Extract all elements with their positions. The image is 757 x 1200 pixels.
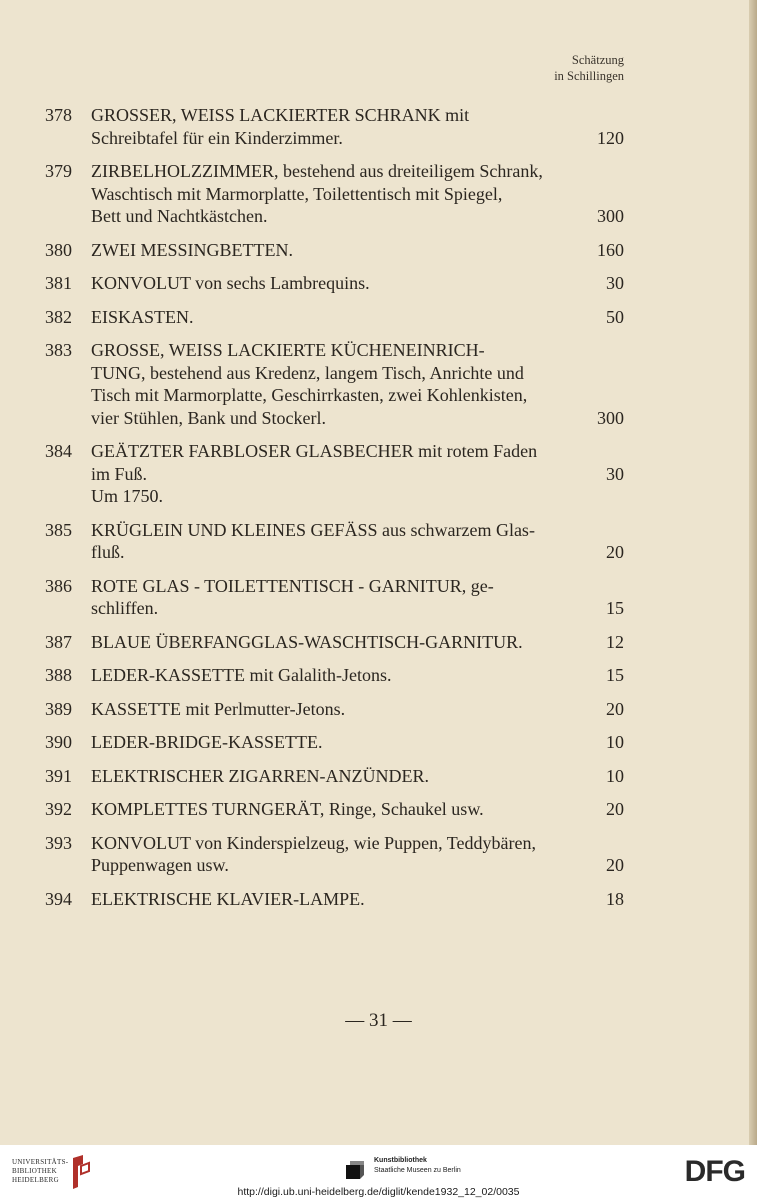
- lot-entry: [40, 798, 625, 821]
- lot-description-line: KONVOLUT von sechs Lambrequins.: [91, 273, 370, 293]
- lot-price: 18: [606, 888, 624, 909]
- lot-description: [91, 160, 576, 228]
- lot-description: [91, 519, 576, 564]
- lot-description-line: KOMPLETTES TURNGERÄT, Ringe, Schaukel usw.: [91, 799, 484, 819]
- price-column-header: [474, 52, 624, 84]
- lot-price: 15: [606, 665, 624, 685]
- lot-price: 20: [606, 698, 624, 719]
- lot-description: [91, 339, 576, 429]
- source-url[interactable]: http://digi.ub.uni-heidelberg.de/diglit/kende1932_12_02/0035: [237, 1186, 520, 1198]
- kunstbibliothek-subtitle: Staatliche Museen zu Berlin: [374, 1167, 461, 1174]
- lot-entry: [40, 631, 625, 654]
- lot-description-line: KONVOLUT von Kinderspielzeug, wie Puppen, Teddybären,: [91, 832, 536, 853]
- lot-entry: [40, 104, 625, 149]
- lot-number: 391: [45, 765, 72, 786]
- lot-number: 382: [45, 306, 72, 327]
- lot-description: [91, 575, 576, 620]
- lot-description-line: BLAUE ÜBERFANGGLAS-WASCHTISCH-GARNITUR.: [91, 631, 523, 652]
- university-line-2: BIBLIOTHEK: [12, 1167, 57, 1175]
- lot-entry: [40, 832, 625, 877]
- lot-description-line: schliffen.: [91, 598, 159, 618]
- lot-description-line: Waschtisch mit Marmorplatte, Toilettentisch mit Spiegel,: [91, 183, 503, 204]
- lot-price: 12: [606, 631, 624, 652]
- lot-description-line: ELEKTRISCHE KLAVIER-LAMPE.: [91, 888, 365, 909]
- lot-description-line: fluß.: [91, 542, 125, 562]
- lot-number: 389: [45, 698, 72, 719]
- lot-description: [91, 698, 576, 721]
- lot-description-line: vier Stühlen, Bank und Stockerl.: [91, 407, 326, 428]
- lot-price: 50: [606, 306, 624, 327]
- university-logo-icon: [67, 1154, 93, 1190]
- lot-description-line: GROSSER, WEISS LACKIERTER SCHRANK mit: [91, 105, 470, 125]
- lot-description: [91, 832, 576, 877]
- kunstbibliothek-label: [374, 1156, 514, 1176]
- header-line-1: Schätzung: [571, 53, 624, 67]
- lot-description-line: GROSSE, WEISS LACKIERTE KÜCHENEINRICH-: [91, 340, 485, 360]
- header-line-2: in Schillingen: [554, 69, 624, 83]
- lot-number: 394: [45, 888, 72, 909]
- lot-number: 380: [45, 239, 72, 260]
- university-line-3: HEIDELBERG: [12, 1176, 59, 1184]
- lot-number: 381: [45, 273, 72, 293]
- lot-description: [91, 664, 576, 687]
- lot-description-line: LEDER-KASSETTE mit Galalith-Jetons.: [91, 665, 392, 685]
- lot-description-line: GEÄTZTER FARBLOSER GLASBECHER mit rotem Faden: [91, 441, 538, 461]
- lot-description: [91, 272, 576, 295]
- dfg-logo: DFG: [684, 1155, 745, 1188]
- lot-description: [91, 104, 576, 149]
- lot-price: 20: [606, 799, 624, 819]
- lot-description-line: Um 1750.: [91, 486, 163, 506]
- lot-description-line: ELEKTRISCHER ZIGARREN-ANZÜNDER.: [91, 765, 429, 786]
- lot-entry: [40, 664, 625, 687]
- university-line-1: UNIVERSITÄTS-: [12, 1158, 69, 1166]
- lot-price: 15: [606, 598, 624, 618]
- kunstbibliothek-title: Kunstbibliothek: [374, 1157, 427, 1164]
- lot-description-line: Schreibtafel für ein Kinderzimmer.: [91, 127, 343, 148]
- lot-number: 384: [45, 441, 72, 461]
- lot-entry: [40, 698, 625, 721]
- lot-description: [91, 306, 576, 329]
- lot-description: [91, 440, 576, 508]
- lot-number: 390: [45, 732, 72, 752]
- lot-entry: [40, 160, 625, 228]
- lot-description: [91, 239, 576, 262]
- lot-price: 300: [597, 407, 624, 428]
- kunstbibliothek-logo-icon: [344, 1159, 366, 1181]
- lot-entry: [40, 765, 625, 788]
- lot-description: [91, 798, 576, 821]
- lot-description-line: Tisch mit Marmorplatte, Geschirrkasten, zwei Kohlenkisten,: [91, 385, 528, 405]
- lot-entry: [40, 339, 625, 429]
- lot-price: 30: [606, 463, 624, 484]
- lot-entry: [40, 440, 625, 508]
- lot-description-line: KASSETTE mit Perlmutter-Jetons.: [91, 698, 346, 719]
- lot-number: 379: [45, 161, 72, 181]
- lot-number: 386: [45, 575, 72, 596]
- lot-description-line: LEDER-BRIDGE-KASSETTE.: [91, 732, 323, 752]
- lot-description-line: TUNG, bestehend aus Kredenz, langem Tisch, Anrichte und: [91, 362, 524, 383]
- lot-number: 378: [45, 105, 72, 125]
- lot-description-line: im Fuß.: [91, 463, 148, 484]
- lot-number: 385: [45, 519, 72, 540]
- lot-description-line: KRÜGLEIN UND KLEINES GEFÄSS aus schwarzem Glas-: [91, 519, 535, 540]
- lot-description-line: Bett und Nachtkästchen.: [91, 206, 268, 226]
- lot-price: 160: [597, 239, 624, 260]
- lot-number: 392: [45, 799, 72, 819]
- lot-description: [91, 765, 576, 788]
- lot-price: 120: [597, 127, 624, 148]
- lot-description-line: ZIRBELHOLZZIMMER, bestehend aus dreiteiligem Schrank,: [91, 161, 543, 181]
- page-number: — 31 —: [345, 1010, 412, 1031]
- page-edge: [749, 0, 757, 1145]
- lot-number: 388: [45, 665, 72, 685]
- lot-entry: [40, 519, 625, 564]
- lot-price: 10: [606, 765, 624, 786]
- footer-bar: [0, 1145, 757, 1200]
- lot-price: 10: [606, 732, 624, 752]
- lot-number: 383: [45, 340, 72, 360]
- lot-description: [91, 731, 576, 754]
- lot-number: 393: [45, 832, 72, 853]
- lot-description-line: Puppenwagen usw.: [91, 855, 229, 875]
- lot-description-line: ROTE GLAS - TOILETTENTISCH - GARNITUR, ge-: [91, 575, 494, 596]
- lot-price: 20: [606, 855, 624, 875]
- lot-entry: [40, 306, 625, 329]
- lot-number: 387: [45, 631, 72, 652]
- lot-entry: [40, 239, 625, 262]
- lot-description-line: ZWEI MESSINGBETTEN.: [91, 239, 293, 260]
- lot-price: 30: [606, 273, 624, 293]
- lot-entry: [40, 272, 625, 295]
- lot-entry: [40, 888, 625, 911]
- lot-price: 20: [606, 542, 624, 562]
- lot-entry: [40, 575, 625, 620]
- lot-description-line: EISKASTEN.: [91, 306, 194, 327]
- lot-description: [91, 888, 576, 911]
- lot-price: 300: [597, 206, 624, 226]
- lot-description: [91, 631, 576, 654]
- lot-entry: [40, 731, 625, 754]
